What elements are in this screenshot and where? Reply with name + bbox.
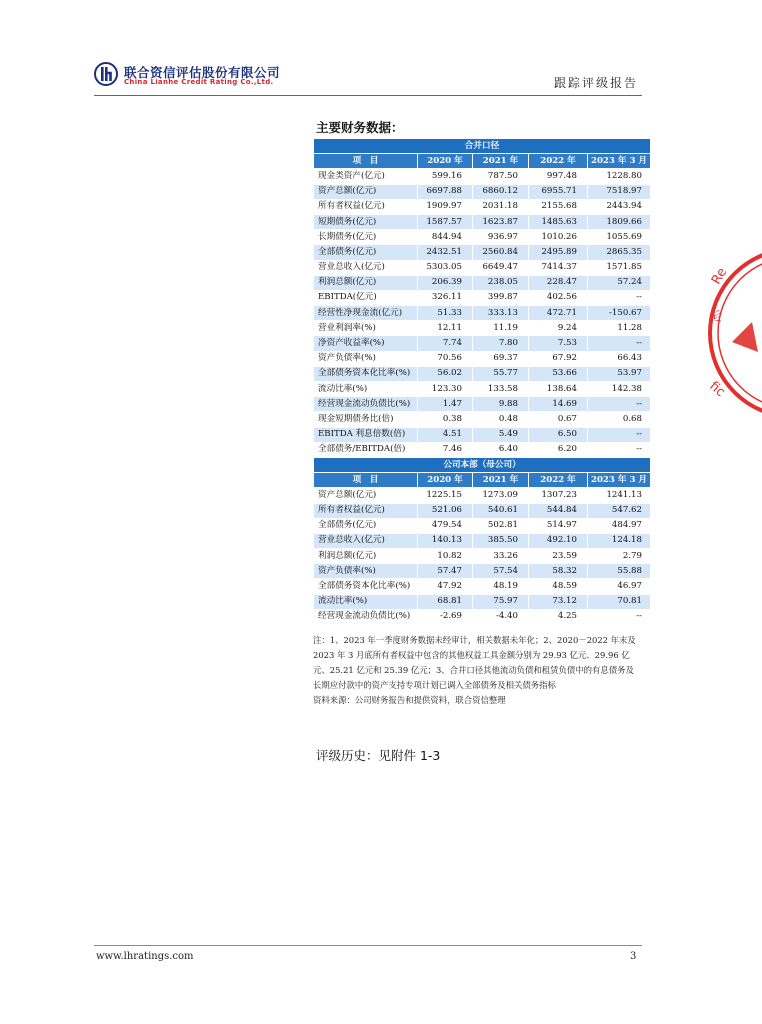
row-label: 项 目 bbox=[314, 154, 418, 169]
row-label: 全部债务资本化比率(%) bbox=[314, 366, 418, 381]
table-cell: 402.56 bbox=[529, 290, 588, 305]
table-column-header bbox=[314, 154, 651, 169]
table-cell: -- bbox=[588, 427, 651, 442]
table-cell: 6.50 bbox=[529, 427, 588, 442]
table-cell: 787.50 bbox=[473, 169, 529, 184]
table-cell: 2021 年 bbox=[473, 154, 529, 169]
table-cell: 385.50 bbox=[473, 533, 529, 548]
table-row bbox=[314, 397, 651, 412]
table-row bbox=[314, 533, 651, 548]
table-cell: 2155.68 bbox=[529, 199, 588, 214]
header-divider bbox=[94, 95, 642, 96]
table-cell: 238.05 bbox=[473, 275, 529, 290]
row-label: EBITDA(亿元) bbox=[314, 290, 418, 305]
row-label: 全部债务/EBITDA(倍) bbox=[314, 442, 418, 457]
row-label: 所有者权益(亿元) bbox=[314, 199, 418, 214]
table-cell: 124.18 bbox=[588, 533, 651, 548]
table-cell: 0.48 bbox=[473, 412, 529, 427]
table-cell: -- bbox=[588, 397, 651, 412]
table-cell: 53.66 bbox=[529, 366, 588, 381]
row-label: 长期债务(亿元) bbox=[314, 230, 418, 245]
svg-text:fic: fic bbox=[706, 378, 728, 401]
table-cell: 6.40 bbox=[473, 442, 529, 457]
row-label: 利润总额(亿元) bbox=[314, 549, 418, 564]
row-label: 营业总收入(亿元) bbox=[314, 533, 418, 548]
table-cell: 6860.12 bbox=[473, 184, 529, 199]
table-cell: 12.11 bbox=[418, 321, 473, 336]
table-cell: 2023 年 3 月 bbox=[588, 154, 651, 169]
row-label: 公司本部（母公司） bbox=[314, 457, 651, 472]
table-cell: 55.77 bbox=[473, 366, 529, 381]
table-row bbox=[314, 351, 651, 366]
table-cell: 844.94 bbox=[418, 230, 473, 245]
table-row bbox=[314, 442, 651, 457]
table-cell: 53.97 bbox=[588, 366, 651, 381]
table-row bbox=[314, 260, 651, 275]
table-cell: 56.02 bbox=[418, 366, 473, 381]
table-cell: 7.80 bbox=[473, 336, 529, 351]
table-row bbox=[314, 594, 651, 609]
row-label: 经营性净现金流(亿元) bbox=[314, 306, 418, 321]
table-cell: 1225.15 bbox=[418, 488, 473, 503]
table-cell: 133.58 bbox=[473, 382, 529, 397]
table-cell: 6649.47 bbox=[473, 260, 529, 275]
table-cell: 472.71 bbox=[529, 306, 588, 321]
table-cell: 6.20 bbox=[529, 442, 588, 457]
table-cell: 326.11 bbox=[418, 290, 473, 305]
table-row bbox=[314, 549, 651, 564]
footer-divider bbox=[94, 945, 642, 946]
table-row bbox=[314, 609, 651, 624]
table-cell: 58.32 bbox=[529, 564, 588, 579]
table-row bbox=[314, 427, 651, 442]
table-cell: 4.25 bbox=[529, 609, 588, 624]
table-cell: 7.53 bbox=[529, 336, 588, 351]
table-cell: 228.47 bbox=[529, 275, 588, 290]
table-section-header bbox=[314, 457, 651, 472]
row-label: 所有者权益(亿元) bbox=[314, 503, 418, 518]
table-cell: 9.24 bbox=[529, 321, 588, 336]
table-cell: 2495.89 bbox=[529, 245, 588, 260]
table-cell: 1485.63 bbox=[529, 214, 588, 229]
note-line: 长期应付款中的资产支持专项计划已调入全部债务及相关债务指标 bbox=[313, 680, 556, 690]
table-cell: 138.64 bbox=[529, 382, 588, 397]
row-label: 全部债务资本化比率(%) bbox=[314, 579, 418, 594]
table-cell: 206.39 bbox=[418, 275, 473, 290]
table-cell: 57.24 bbox=[588, 275, 651, 290]
section-title: 主要财务数据： bbox=[316, 120, 404, 135]
table-cell: 2.79 bbox=[588, 549, 651, 564]
table-column-header bbox=[314, 473, 651, 488]
table-cell: 0.68 bbox=[588, 412, 651, 427]
table-cell: 544.84 bbox=[529, 503, 588, 518]
table-cell: 2443.94 bbox=[588, 199, 651, 214]
table-row bbox=[314, 564, 651, 579]
table-cell: 75.97 bbox=[473, 594, 529, 609]
page-header bbox=[94, 62, 642, 92]
table-row bbox=[314, 214, 651, 229]
row-label: 利润总额(亿元) bbox=[314, 275, 418, 290]
table-cell: 0.67 bbox=[529, 412, 588, 427]
row-label: 全部债务(亿元) bbox=[314, 245, 418, 260]
table-cell: 57.54 bbox=[473, 564, 529, 579]
table-row bbox=[314, 184, 651, 199]
table-cell: 2020 年 bbox=[418, 473, 473, 488]
table-cell: 399.87 bbox=[473, 290, 529, 305]
table-cell: 1307.23 bbox=[529, 488, 588, 503]
rating-history: 评级历史：见附件 1-3 bbox=[316, 748, 441, 763]
company-logo-icon bbox=[94, 62, 118, 86]
table-cell: -- bbox=[588, 290, 651, 305]
table-cell: -2.69 bbox=[418, 609, 473, 624]
row-label: 资产总额(亿元) bbox=[314, 488, 418, 503]
table-cell: 48.59 bbox=[529, 579, 588, 594]
row-label: 营业总收入(亿元) bbox=[314, 260, 418, 275]
table-cell: 1587.57 bbox=[418, 214, 473, 229]
table-cell: 936.97 bbox=[473, 230, 529, 245]
note-line: 注：1、2023 年一季度财务数据未经审计，相关数据未年化；2、2020－2022 年末及 bbox=[313, 635, 636, 645]
company-seal-icon bbox=[702, 242, 762, 424]
company-name-en: China Lianhe Credit Rating Co.,Ltd. bbox=[124, 78, 274, 86]
row-label: 流动比率(%) bbox=[314, 594, 418, 609]
note-line: 2023 年 3 月底所有者权益中包含的其他权益工具金额分别为 29.93 亿元、29.96 亿 bbox=[313, 650, 630, 660]
table-cell: 23.59 bbox=[529, 549, 588, 564]
table-cell: 67.92 bbox=[529, 351, 588, 366]
table-cell: 11.19 bbox=[473, 321, 529, 336]
table-cell: 1241.13 bbox=[588, 488, 651, 503]
row-label: EBITDA 利息倍数(倍) bbox=[314, 427, 418, 442]
table-row bbox=[314, 366, 651, 381]
table-cell: 2021 年 bbox=[473, 473, 529, 488]
table-cell: 1623.87 bbox=[473, 214, 529, 229]
table-cell: 1.47 bbox=[418, 397, 473, 412]
company-name-cn: 联合资信评估股份有限公司 bbox=[124, 65, 281, 80]
table-cell: 2031.18 bbox=[473, 199, 529, 214]
table-row bbox=[314, 503, 651, 518]
row-label: 营业利润率(%) bbox=[314, 321, 418, 336]
row-label: 资产负债率(%) bbox=[314, 351, 418, 366]
table-cell: 48.19 bbox=[473, 579, 529, 594]
table-cell: 7414.37 bbox=[529, 260, 588, 275]
table-cell: 547.62 bbox=[588, 503, 651, 518]
table-row bbox=[314, 336, 651, 351]
row-label: 现金类资产(亿元) bbox=[314, 169, 418, 184]
table-cell: -- bbox=[588, 336, 651, 351]
table-cell: 2560.84 bbox=[473, 245, 529, 260]
table-cell: 479.54 bbox=[418, 518, 473, 533]
table-row bbox=[314, 199, 651, 214]
table-cell: 70.81 bbox=[588, 594, 651, 609]
table-cell: 1055.69 bbox=[588, 230, 651, 245]
table-cell: 484.97 bbox=[588, 518, 651, 533]
table-cell: 9.88 bbox=[473, 397, 529, 412]
row-label: 项 目 bbox=[314, 473, 418, 488]
table-cell: 55.88 bbox=[588, 564, 651, 579]
table-cell: 6955.71 bbox=[529, 184, 588, 199]
table-cell: 140.13 bbox=[418, 533, 473, 548]
table-cell: 46.97 bbox=[588, 579, 651, 594]
row-label: 经营现金流动负债比(%) bbox=[314, 397, 418, 412]
report-type: 跟踪评级报告 bbox=[553, 76, 638, 90]
table-row bbox=[314, 412, 651, 427]
table-cell: 7518.97 bbox=[588, 184, 651, 199]
table-cell: 997.48 bbox=[529, 169, 588, 184]
table-cell: 1273.09 bbox=[473, 488, 529, 503]
row-label: 合并口径 bbox=[314, 139, 651, 154]
table-cell: 1571.85 bbox=[588, 260, 651, 275]
row-label: 流动比率(%) bbox=[314, 382, 418, 397]
table-cell: 51.33 bbox=[418, 306, 473, 321]
table-cell: 492.10 bbox=[529, 533, 588, 548]
table-cell: -- bbox=[588, 609, 651, 624]
table-cell: 10.82 bbox=[418, 549, 473, 564]
table-cell: 0.38 bbox=[418, 412, 473, 427]
table-cell: 1010.26 bbox=[529, 230, 588, 245]
table-cell: 1228.80 bbox=[588, 169, 651, 184]
table-cell: 2023 年 3 月 bbox=[588, 473, 651, 488]
table-cell: 7.74 bbox=[418, 336, 473, 351]
table-row bbox=[314, 245, 651, 260]
table-cell: 2022 年 bbox=[529, 154, 588, 169]
table-row bbox=[314, 321, 651, 336]
table-cell: 521.06 bbox=[418, 503, 473, 518]
table-cell: 123.30 bbox=[418, 382, 473, 397]
table-cell: 69.37 bbox=[473, 351, 529, 366]
row-label: 现金短期债务比(倍) bbox=[314, 412, 418, 427]
table-row bbox=[314, 230, 651, 245]
table-row bbox=[314, 306, 651, 321]
table-row bbox=[314, 169, 651, 184]
table-cell: 1909.97 bbox=[418, 199, 473, 214]
table-cell: 333.13 bbox=[473, 306, 529, 321]
table-cell: 2022 年 bbox=[529, 473, 588, 488]
table-row bbox=[314, 488, 651, 503]
table-cell: 540.61 bbox=[473, 503, 529, 518]
table-cell: 73.12 bbox=[529, 594, 588, 609]
table-cell: 5303.05 bbox=[418, 260, 473, 275]
table-row bbox=[314, 579, 651, 594]
page-number: 3 bbox=[630, 951, 637, 962]
table-cell: 502.81 bbox=[473, 518, 529, 533]
table-cell: 47.92 bbox=[418, 579, 473, 594]
table-row bbox=[314, 290, 651, 305]
svg-text:Re: Re bbox=[708, 265, 731, 288]
table-cell: 4.51 bbox=[418, 427, 473, 442]
table-cell: 2432.51 bbox=[418, 245, 473, 260]
table-cell: -- bbox=[588, 442, 651, 457]
row-label: 全部债务(亿元) bbox=[314, 518, 418, 533]
table-notes bbox=[313, 633, 650, 708]
table-cell: 70.56 bbox=[418, 351, 473, 366]
financial-data-table bbox=[313, 138, 651, 625]
table-cell: 2020 年 bbox=[418, 154, 473, 169]
table-cell: 6697.88 bbox=[418, 184, 473, 199]
row-label: 经营现金流动负债比(%) bbox=[314, 609, 418, 624]
row-label: 资产总额(亿元) bbox=[314, 184, 418, 199]
table-cell: 1809.66 bbox=[588, 214, 651, 229]
table-row bbox=[314, 275, 651, 290]
table-cell: 7.46 bbox=[418, 442, 473, 457]
table-cell: 2865.35 bbox=[588, 245, 651, 260]
table-cell: 14.69 bbox=[529, 397, 588, 412]
table-row bbox=[314, 382, 651, 397]
table-cell: 599.16 bbox=[418, 169, 473, 184]
table-cell: 142.38 bbox=[588, 382, 651, 397]
table-cell: 11.28 bbox=[588, 321, 651, 336]
website-link[interactable]: www.lhratings.com bbox=[96, 951, 194, 962]
row-label: 净资产收益率(%) bbox=[314, 336, 418, 351]
svg-text:专: 专 bbox=[707, 307, 727, 328]
table-cell: 66.43 bbox=[588, 351, 651, 366]
note-line: 元、25.21 亿元和 25.39 亿元；3、合并口径其他流动负债和租赁负债中的有息债务及 bbox=[313, 665, 634, 675]
table-section-header bbox=[314, 139, 651, 154]
table-cell: 68.81 bbox=[418, 594, 473, 609]
data-source: 资料来源：公司财务报告和提供资料，联合资信整理 bbox=[313, 695, 506, 705]
row-label: 资产负债率(%) bbox=[314, 564, 418, 579]
row-label: 短期债务(亿元) bbox=[314, 214, 418, 229]
table-cell: 57.47 bbox=[418, 564, 473, 579]
table-cell: -4.40 bbox=[473, 609, 529, 624]
table-cell: 5.49 bbox=[473, 427, 529, 442]
table-cell: 33.26 bbox=[473, 549, 529, 564]
table-row bbox=[314, 518, 651, 533]
table-cell: -150.67 bbox=[588, 306, 651, 321]
table-cell: 514.97 bbox=[529, 518, 588, 533]
